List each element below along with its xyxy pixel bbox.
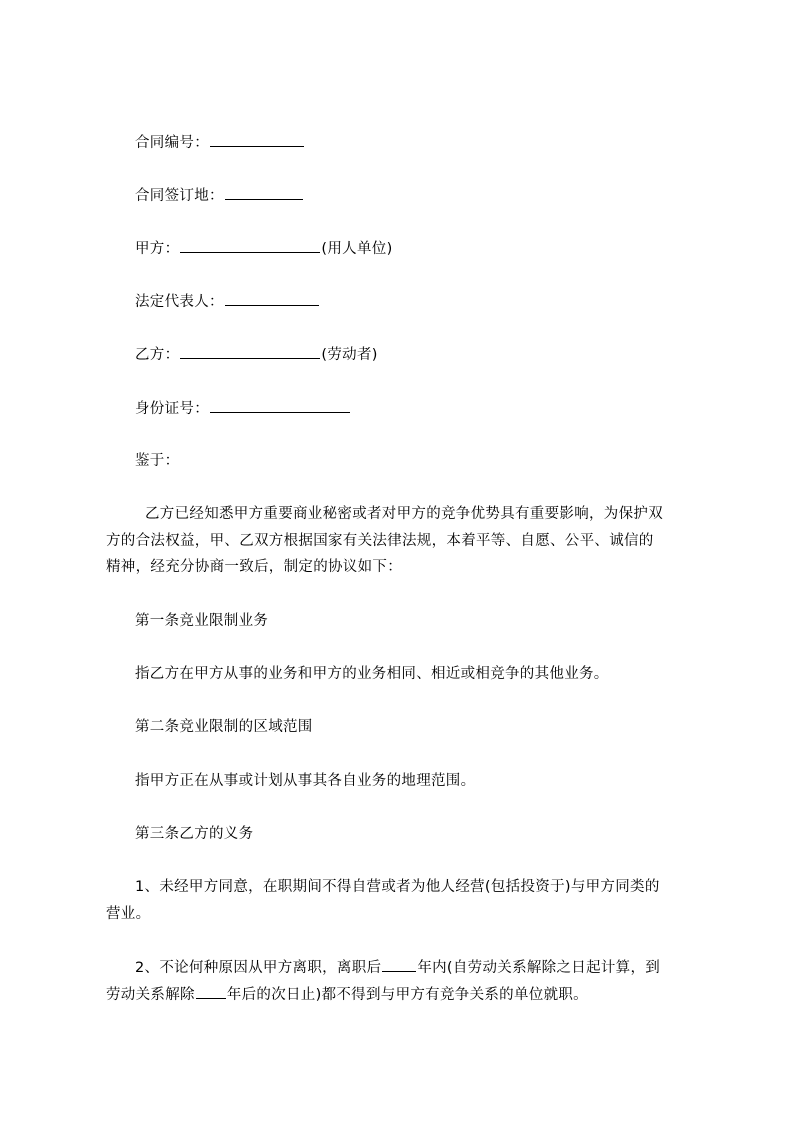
party-a-label: 甲方： — [135, 241, 180, 257]
signing-place-label: 合同签订地： — [135, 188, 224, 204]
id-number-blank — [210, 398, 350, 413]
contract-number-blank — [210, 132, 304, 147]
item-2-text-c: 劳动关系解除 — [106, 987, 195, 1003]
article-1-body: 指乙方在甲方从事的业务和甲方的业务相同、相近或相竞争的其他业务。 — [135, 666, 609, 682]
preamble-line-3: 精神，经充分协商一致后，制定的协议如下： — [106, 559, 402, 575]
article-1-title: 第一条竞业限制业务 — [135, 613, 269, 629]
item-2-text-a: 2、不论何种原因从甲方离职，离职后 — [135, 960, 382, 976]
item-2-text-b: 年内(自劳动关系解除之日起计算，到 — [417, 960, 661, 976]
party-b-field — [135, 344, 378, 365]
id-number-field — [135, 398, 351, 419]
whereas-label: 鉴于： — [135, 453, 180, 469]
party-a-suffix: (用人单位) — [321, 241, 393, 257]
signing-place-blank — [225, 185, 303, 200]
party-b-blank — [180, 344, 320, 359]
article-3-item-2-line-2 — [106, 984, 588, 1005]
id-number-label: 身份证号： — [135, 401, 209, 417]
years-blank-1 — [382, 957, 416, 972]
preamble-line-2: 方的合法权益，甲、乙双方根据国家有关法律法规，本着平等、自愿、公平、诚信的 — [106, 533, 654, 549]
article-3-title: 第三条乙方的义务 — [135, 826, 254, 842]
party-a-field — [135, 238, 393, 259]
legal-representative-field — [135, 291, 320, 312]
legal-representative-label: 法定代表人： — [135, 294, 224, 310]
signing-place-field — [135, 185, 304, 206]
item-2-text-d: 年后的次日止)都不得到与甲方有竞争关系的单位就职。 — [226, 987, 588, 1003]
party-b-label: 乙方： — [135, 347, 180, 363]
article-3-item-1-line-2: 营业。 — [106, 906, 151, 922]
party-b-suffix: (劳动者) — [321, 347, 378, 363]
preamble-line-1: 乙方已经知悉甲方重要商业秘密或者对甲方的竞争优势具有重要影响，为保护双 — [145, 506, 663, 522]
article-3-item-2-line-1 — [135, 957, 660, 978]
contract-number-field — [135, 132, 305, 153]
legal-representative-blank — [225, 291, 319, 306]
article-2-body: 指甲方正在从事或计划从事其各自业务的地理范围。 — [135, 773, 476, 789]
years-blank-2 — [196, 984, 226, 999]
article-3-item-1-line-1: 1、未经甲方同意，在职期间不得自营或者为他人经营(包括投资于)与甲方同类的 — [135, 879, 660, 895]
party-a-blank — [180, 238, 320, 253]
contract-number-label: 合同编号： — [135, 135, 209, 151]
article-2-title: 第二条竞业限制的区域范围 — [135, 719, 313, 735]
